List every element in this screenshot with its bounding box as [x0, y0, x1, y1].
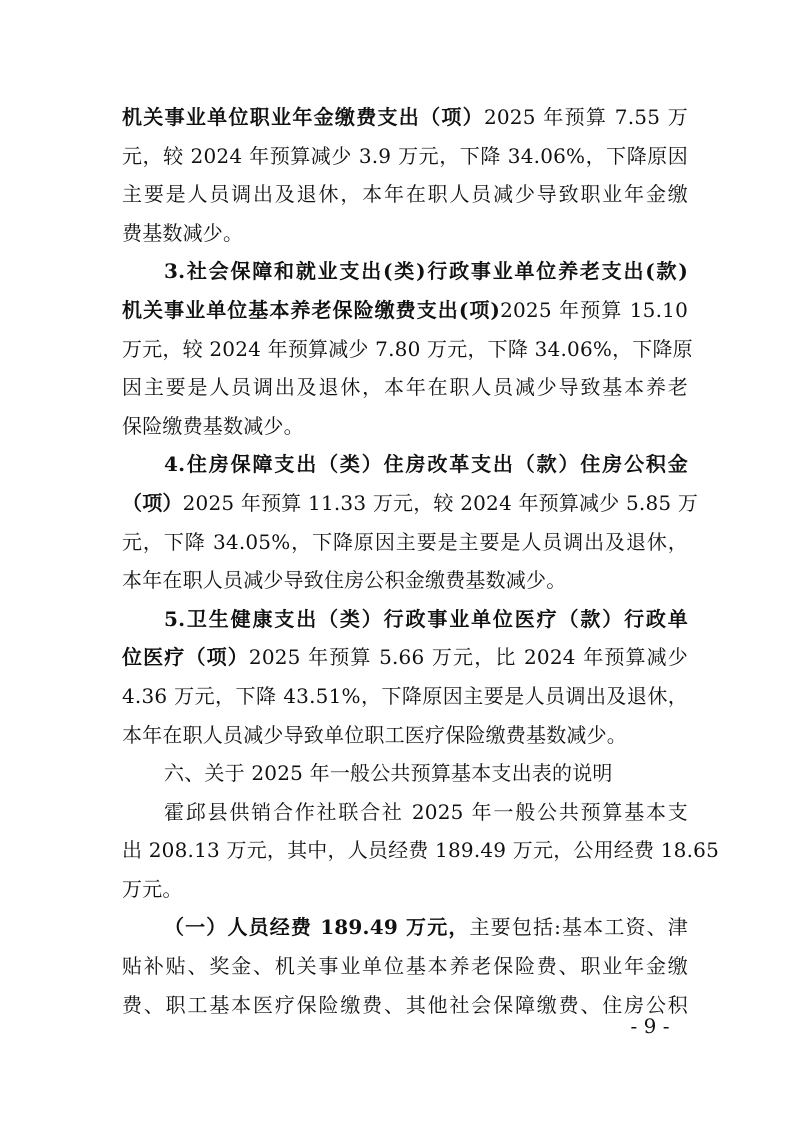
- text-line: [122, 214, 688, 253]
- text-line: [122, 561, 688, 600]
- page-number: - 9 -: [630, 1014, 670, 1038]
- text-line: [122, 947, 688, 986]
- text-line: [122, 870, 688, 909]
- section-heading: [122, 600, 688, 639]
- text-line: [122, 137, 688, 176]
- regular-text: 出 208.13 万元，其中，人员经费 189.49 万元，公用经费 18.65: [122, 838, 720, 863]
- bold-text: （一）人员经费 189.49 万元，: [164, 915, 470, 940]
- regular-text: 霍邱县供销合作社联合社 2025 年一般公共预算基本支: [164, 799, 688, 824]
- regular-text: 4.36 万元，下降 43.51%，下降原因主要是人员调出及退休，: [122, 683, 688, 708]
- regular-text: 2025 年预算 5.66 万元，比 2024 年预算减少: [248, 645, 689, 670]
- text-line: [122, 986, 688, 1025]
- regular-text: 元，下降 34.05%，下降原因主要是主要是人员调出及退休，: [122, 529, 688, 554]
- text-line: [122, 716, 688, 755]
- text-line: [122, 407, 688, 446]
- bold-text: 机关事业单位基本养老保险缴费支出(项): [122, 297, 501, 322]
- regular-text: 费、职工基本医疗保险缴费、其他社会保障缴费、住房公积: [122, 992, 688, 1017]
- regular-text: 2025 年预算 7.55 万: [483, 105, 688, 129]
- text-line: [122, 291, 688, 330]
- section-title: [122, 754, 688, 793]
- regular-text: 贴补贴、奖金、机关事业单位基本养老保险费、职业年金缴: [122, 954, 688, 979]
- regular-text: 万元，较 2024 年预算减少 7.80 万元，下降 34.06%，下降原: [122, 336, 693, 361]
- text-line: [122, 677, 688, 716]
- regular-text: 因主要是人员调出及退休，本年在职人员减少导致基本养老: [122, 375, 688, 400]
- bold-text: 3.社会保障和就业支出(类)行政事业单位养老支出(款): [164, 259, 688, 284]
- text-line: [122, 793, 688, 832]
- text-line: [122, 368, 688, 407]
- text-line: [122, 175, 688, 214]
- text-line: [122, 330, 693, 369]
- body-text: [122, 98, 720, 1024]
- text-line: [122, 908, 688, 947]
- regular-text: 主要是人员调出及退休，本年在职人员减少导致职业年金缴: [122, 182, 688, 207]
- text-line: [122, 638, 688, 677]
- regular-text: 主要包括:基本工资、津: [469, 915, 688, 940]
- text-line: [122, 98, 688, 137]
- regular-text: 保险缴费基数减少。: [122, 413, 304, 438]
- regular-text: 费基数减少。: [122, 220, 244, 245]
- text-line: [122, 831, 720, 870]
- text-line: [122, 484, 699, 523]
- regular-text: 元，较 2024 年预算减少 3.9 万元，下降 34.06%，下降原因: [122, 143, 688, 168]
- regular-text: 六、关于 2025 年一般公共预算基本支出表的说明: [164, 761, 613, 786]
- bold-text: （项）: [122, 490, 183, 515]
- section-heading: [122, 445, 688, 484]
- regular-text: 本年在职人员减少导致单位职工医疗保险缴费基数减少。: [122, 722, 627, 747]
- regular-text: 2025 年预算 11.33 万元，较 2024 年预算减少 5.85 万: [182, 490, 699, 515]
- text-line: [122, 523, 688, 562]
- regular-text: 2025 年预算 15.10: [500, 297, 688, 322]
- section-heading: [122, 252, 688, 291]
- bold-text: 机关事业单位职业年金缴费支出（项）: [122, 105, 484, 129]
- bold-text: 4.住房保障支出（类）住房改革支出（款）住房公积金: [164, 452, 688, 477]
- regular-text: 万元。: [122, 876, 183, 901]
- regular-text: 本年在职人员减少导致住房公积金缴费基数减少。: [122, 568, 567, 593]
- bold-text: 5.卫生健康支出（类）行政事业单位医疗（款）行政单: [164, 606, 688, 631]
- bold-text: 位医疗（项）: [122, 645, 249, 670]
